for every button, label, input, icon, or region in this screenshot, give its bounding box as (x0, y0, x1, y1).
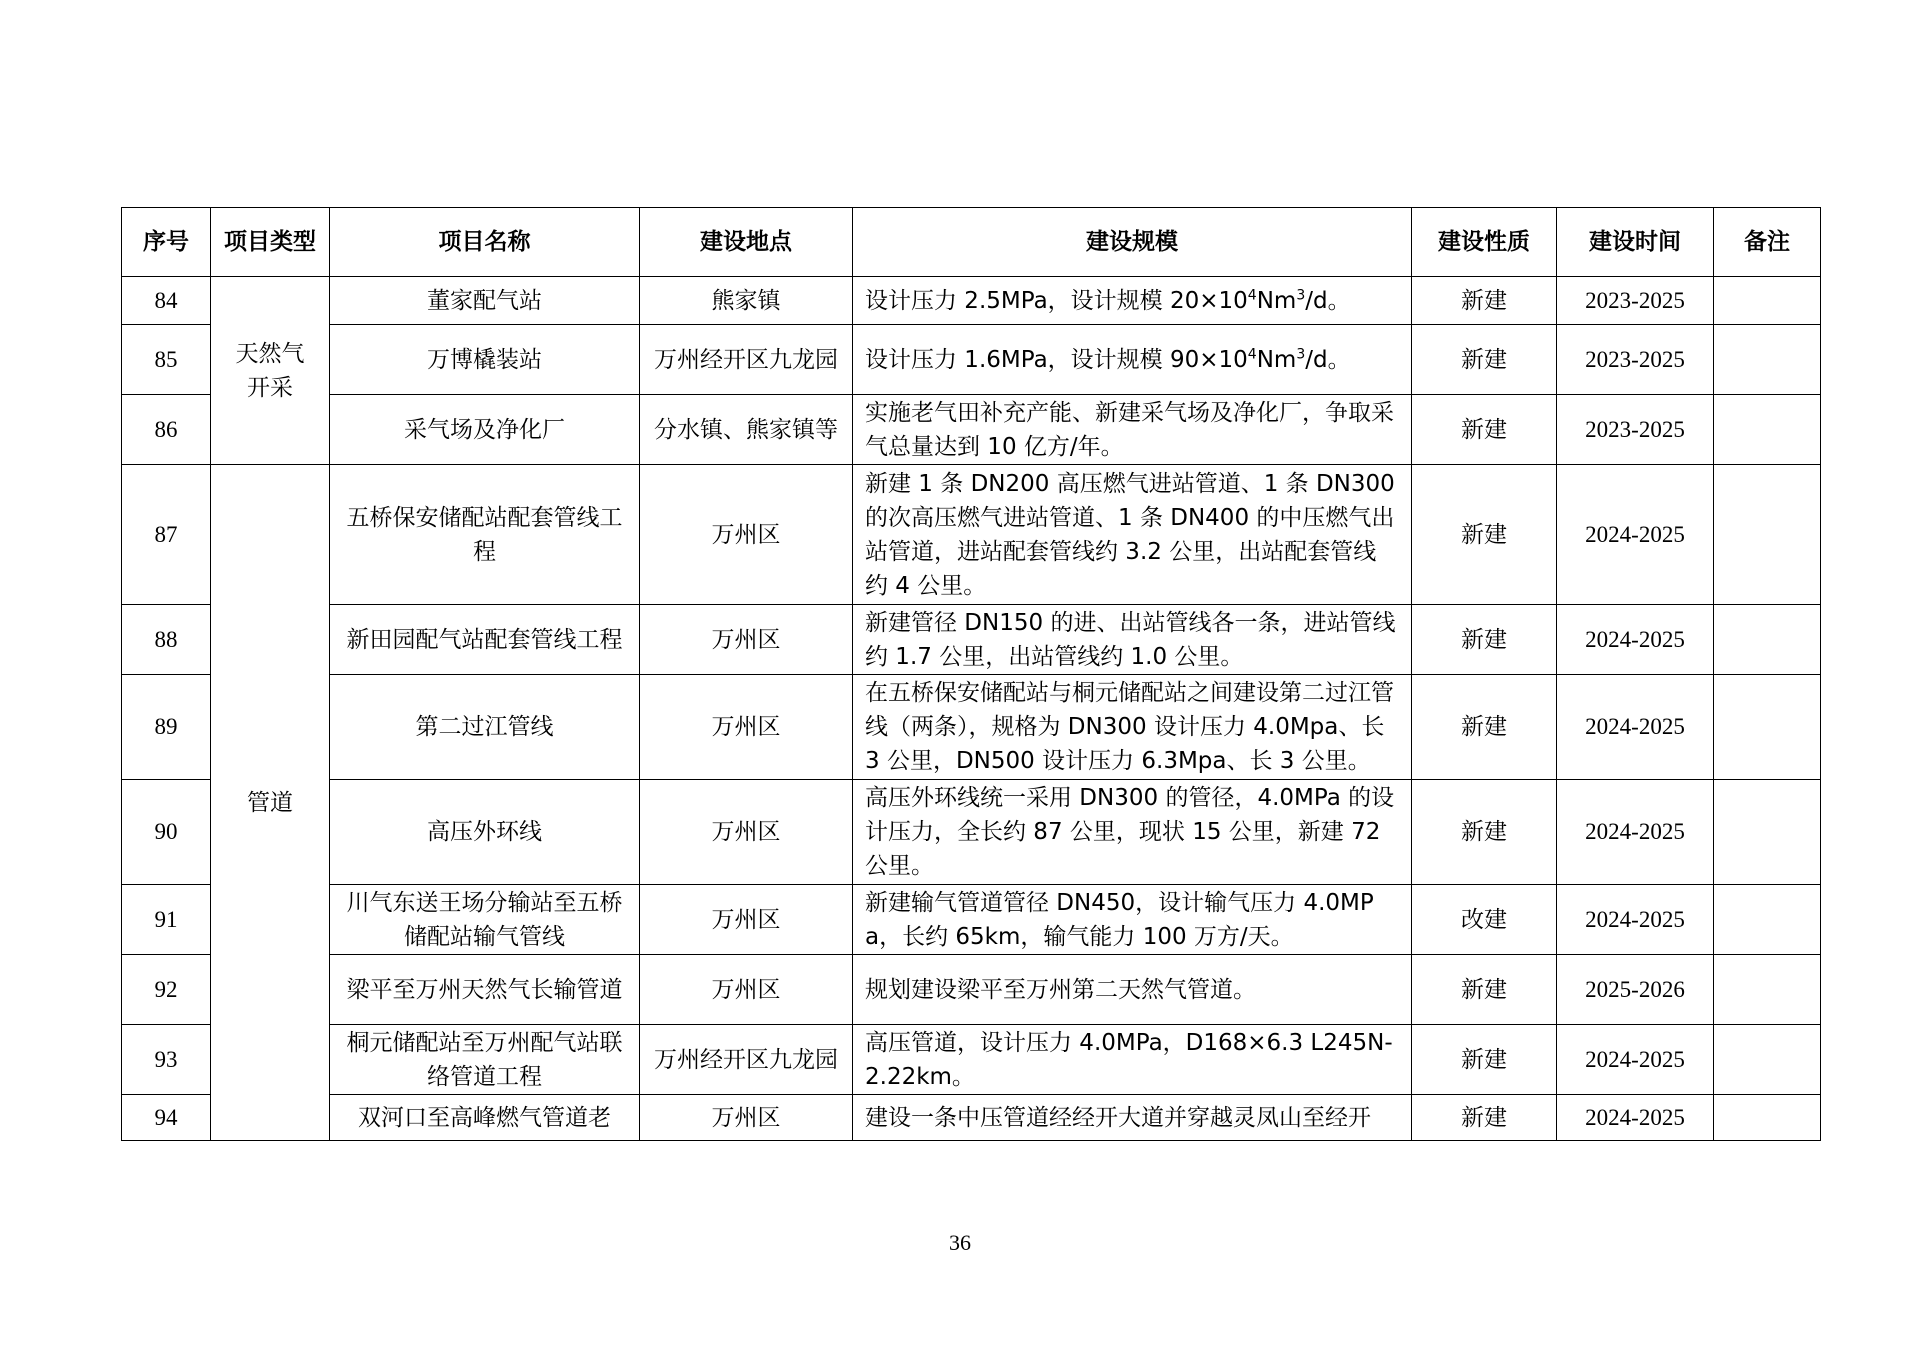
table-row (122, 465, 1821, 605)
scale-text: 设计压力 2.5MPa，设计规模 20×10 (865, 287, 1248, 314)
cell-num: 92 (122, 955, 211, 1025)
table-row (122, 277, 1821, 325)
scale-sup: 4 (1247, 286, 1257, 303)
cell-note (1714, 1025, 1821, 1095)
cell-scale: 高压管道，设计压力 4.0MPa，D168×6.3 L245N-2.22km。 (853, 1025, 1412, 1095)
table-row (122, 605, 1821, 675)
cell-num: 87 (122, 465, 211, 605)
cell-time: 2025-2026 (1557, 955, 1714, 1025)
cell-nature: 新建 (1412, 395, 1557, 465)
cell-place: 万州区 (640, 955, 853, 1025)
cell-type-pipeline: 管道 (211, 465, 330, 1141)
cell-nature: 新建 (1412, 605, 1557, 675)
cell-num: 89 (122, 675, 211, 780)
cell-name: 高压外环线 (330, 780, 640, 885)
page-number: 36 (949, 1230, 971, 1255)
cell-place: 万州经开区九龙园 (640, 1025, 853, 1095)
header-type: 项目类型 (211, 208, 330, 277)
cell-name: 桐元储配站至万州配气站联络管道工程 (330, 1025, 640, 1095)
cell-time: 2024-2025 (1557, 780, 1714, 885)
header-time: 建设时间 (1557, 208, 1714, 277)
table-header-row (122, 208, 1821, 277)
cell-time: 2024-2025 (1557, 885, 1714, 955)
table-row (122, 1095, 1821, 1141)
scale-sup: 3 (1296, 345, 1306, 362)
table-row (122, 325, 1821, 395)
cell-time: 2023-2025 (1557, 395, 1714, 465)
cell-note (1714, 465, 1821, 605)
cell-scale: 新建输气管道管径 DN450，设计输气压力 4.0MPa，长约 65km，输气能力 100 万方/天。 (853, 885, 1412, 955)
scale-sup: 4 (1247, 345, 1257, 362)
header-nature: 建设性质 (1412, 208, 1557, 277)
cell-note (1714, 675, 1821, 780)
cell-num: 86 (122, 395, 211, 465)
project-table (121, 207, 1821, 1141)
cell-scale: 规划建设梁平至万州第二天然气管道。 (853, 955, 1412, 1025)
cell-name: 川气东送王场分输站至五桥储配站输气管线 (330, 885, 640, 955)
cell-note (1714, 780, 1821, 885)
cell-place: 万州区 (640, 605, 853, 675)
cell-time: 2024-2025 (1557, 1025, 1714, 1095)
cell-name: 采气场及净化厂 (330, 395, 640, 465)
cell-nature: 新建 (1412, 955, 1557, 1025)
cell-nature: 新建 (1412, 277, 1557, 325)
table-row (122, 955, 1821, 1025)
cell-num: 88 (122, 605, 211, 675)
cell-time: 2024-2025 (1557, 1095, 1714, 1141)
cell-time: 2023-2025 (1557, 277, 1714, 325)
cell-scale: 新建管径 DN150 的进、出站管线各一条，进站管线约 1.7 公里，出站管线约 1.0 公里。 (853, 605, 1412, 675)
cell-place: 熊家镇 (640, 277, 853, 325)
cell-place: 万州区 (640, 1095, 853, 1141)
cell-num: 90 (122, 780, 211, 885)
scale-text: Nm (1256, 287, 1297, 314)
cell-nature: 改建 (1412, 885, 1557, 955)
cell-place: 分水镇、熊家镇等 (640, 395, 853, 465)
cell-nature: 新建 (1412, 465, 1557, 605)
header-name: 项目名称 (330, 208, 640, 277)
cell-note (1714, 395, 1821, 465)
table-row (122, 675, 1821, 780)
cell-note (1714, 605, 1821, 675)
cell-name: 新田园配气站配套管线工程 (330, 605, 640, 675)
cell-nature: 新建 (1412, 675, 1557, 780)
cell-time: 2024-2025 (1557, 675, 1714, 780)
cell-name: 董家配气站 (330, 277, 640, 325)
header-place: 建设地点 (640, 208, 853, 277)
cell-place: 万州区 (640, 780, 853, 885)
cell-name: 双河口至高峰燃气管道老 (330, 1095, 640, 1141)
cell-note (1714, 885, 1821, 955)
cell-note (1714, 1095, 1821, 1141)
cell-place: 万州经开区九龙园 (640, 325, 853, 395)
cell-nature: 新建 (1412, 325, 1557, 395)
scale-text: Nm (1256, 346, 1297, 373)
cell-nature: 新建 (1412, 1025, 1557, 1095)
cell-num: 94 (122, 1095, 211, 1141)
cell-name: 五桥保安储配站配套管线工程 (330, 465, 640, 605)
scale-text: 设计压力 1.6MPa，设计规模 90×10 (865, 346, 1248, 373)
scale-sup: 3 (1296, 286, 1306, 303)
table-row (122, 1025, 1821, 1095)
cell-note (1714, 955, 1821, 1025)
table-row (122, 395, 1821, 465)
cell-time: 2024-2025 (1557, 465, 1714, 605)
cell-name: 万博橇装站 (330, 325, 640, 395)
cell-time: 2024-2025 (1557, 605, 1714, 675)
cell-num: 85 (122, 325, 211, 395)
cell-nature: 新建 (1412, 780, 1557, 885)
cell-scale: 在五桥保安储配站与桐元储配站之间建设第二过江管线（两条），规格为 DN300 设计压力 4.0Mpa、长 3 公里，DN500 设计压力 6.3Mpa、长 3 公里。 (853, 675, 1412, 780)
cell-num: 84 (122, 277, 211, 325)
header-scale: 建设规模 (853, 208, 1412, 277)
cell-scale: 实施老气田补充产能、新建采气场及净化厂，争取采气总量达到 10 亿方/年。 (853, 395, 1412, 465)
cell-scale (853, 325, 1412, 395)
cell-name: 第二过江管线 (330, 675, 640, 780)
header-note: 备注 (1714, 208, 1821, 277)
cell-place: 万州区 (640, 885, 853, 955)
header-num: 序号 (122, 208, 211, 277)
cell-place: 万州区 (640, 465, 853, 605)
cell-scale: 高压外环线统一采用 DN300 的管径，4.0MPa 的设计压力，全长约 87 公里，现状 15 公里，新建 72 公里。 (853, 780, 1412, 885)
cell-name: 梁平至万州天然气长输管道 (330, 955, 640, 1025)
cell-scale (853, 277, 1412, 325)
table-row (122, 885, 1821, 955)
cell-scale: 新建 1 条 DN200 高压燃气进站管道、1 条 DN300 的次高压燃气进站管道、1 条 DN400 的中压燃气出站管道，进站配套管线约 3.2 公里，出站配套管线约 4 公里。 (853, 465, 1412, 605)
scale-text: /d。 (1305, 287, 1351, 314)
cell-scale: 建设一条中压管道经经开大道并穿越灵凤山至经开 (853, 1095, 1412, 1141)
table-row (122, 780, 1821, 885)
cell-note (1714, 325, 1821, 395)
cell-num: 93 (122, 1025, 211, 1095)
cell-note (1714, 277, 1821, 325)
cell-type-extraction: 天然气开采 (211, 277, 330, 465)
cell-nature: 新建 (1412, 1095, 1557, 1141)
cell-place: 万州区 (640, 675, 853, 780)
scale-text: /d。 (1305, 346, 1351, 373)
cell-time: 2023-2025 (1557, 325, 1714, 395)
cell-num: 91 (122, 885, 211, 955)
